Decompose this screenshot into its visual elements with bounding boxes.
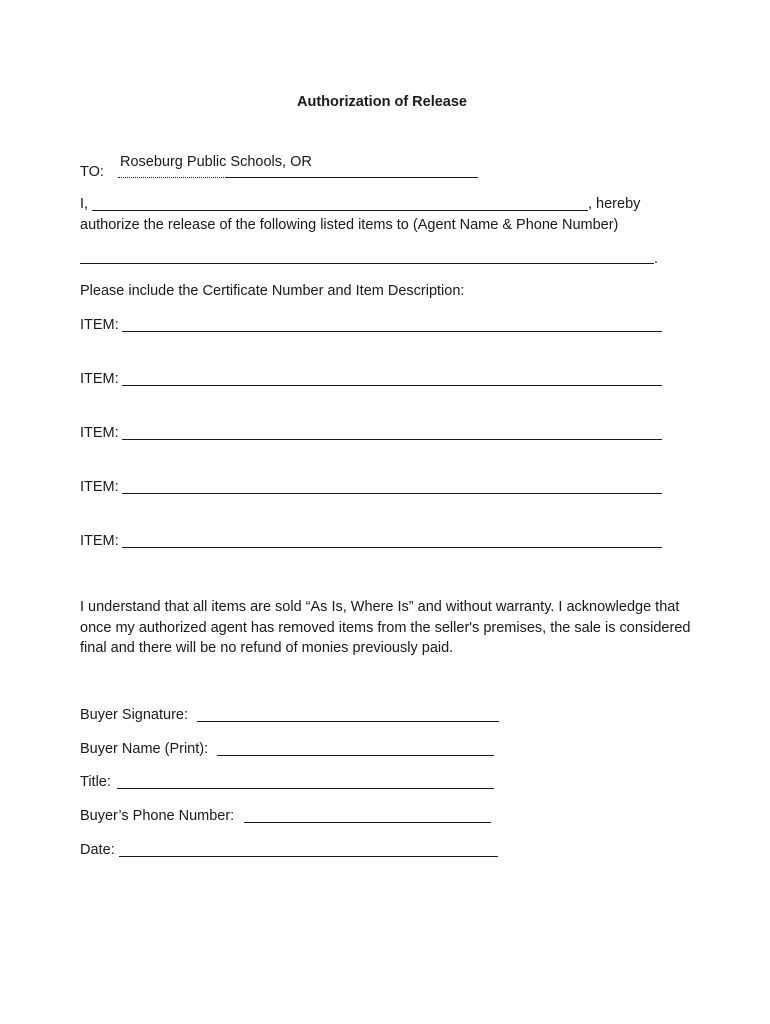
- date-line[interactable]: [119, 856, 498, 857]
- buyer-signature-label: Buyer Signature:: [80, 707, 189, 723]
- buyer-phone-line[interactable]: [244, 822, 491, 823]
- title-line[interactable]: [117, 788, 494, 789]
- document-title: Authorization of Release: [297, 94, 467, 110]
- buyer-phone-label: Buyer’s Phone Number:: [80, 808, 235, 824]
- agent-field-line[interactable]: [80, 263, 654, 264]
- buyer-name-line[interactable]: [217, 755, 494, 756]
- to-label: TO:: [80, 164, 104, 180]
- item-field-line[interactable]: [122, 385, 662, 386]
- buyer-signature-line[interactable]: [197, 721, 499, 722]
- date-label: Date:: [80, 842, 115, 858]
- item-label: ITEM:: [80, 371, 119, 387]
- title-label: Title:: [80, 774, 111, 790]
- item-field-line[interactable]: [122, 439, 662, 440]
- item-field-line[interactable]: [122, 493, 662, 494]
- item-label: ITEM:: [80, 425, 119, 441]
- include-instruction: Please include the Certificate Number and Item Description:: [80, 283, 465, 299]
- item-label: ITEM:: [80, 479, 119, 495]
- item-field-line[interactable]: [122, 331, 662, 332]
- i-label: I,: [80, 196, 89, 212]
- item-label: ITEM:: [80, 533, 119, 549]
- buyer-name-label: Buyer Name (Print):: [80, 741, 209, 757]
- to-value[interactable]: Roseburg Public Schools, OR: [120, 154, 312, 170]
- hereby-text: , hereby: [588, 196, 641, 212]
- item-field-line[interactable]: [122, 547, 662, 548]
- name-field-line[interactable]: [92, 210, 588, 211]
- item-label: ITEM:: [80, 317, 119, 333]
- authorize-text: authorize the release of the following listed items to (Agent Name & Phone Number): [80, 217, 619, 233]
- agent-line-period: .: [654, 251, 659, 267]
- disclaimer-paragraph: I understand that all items are sold “As Is, Where Is” and without warranty. I acknowledge that once my authorized agent has removed items from the seller's premises, the sale is considered final and there will be no refund of monies previously paid.: [80, 599, 691, 656]
- to-underline-light: [118, 177, 226, 178]
- to-underline: [226, 177, 478, 178]
